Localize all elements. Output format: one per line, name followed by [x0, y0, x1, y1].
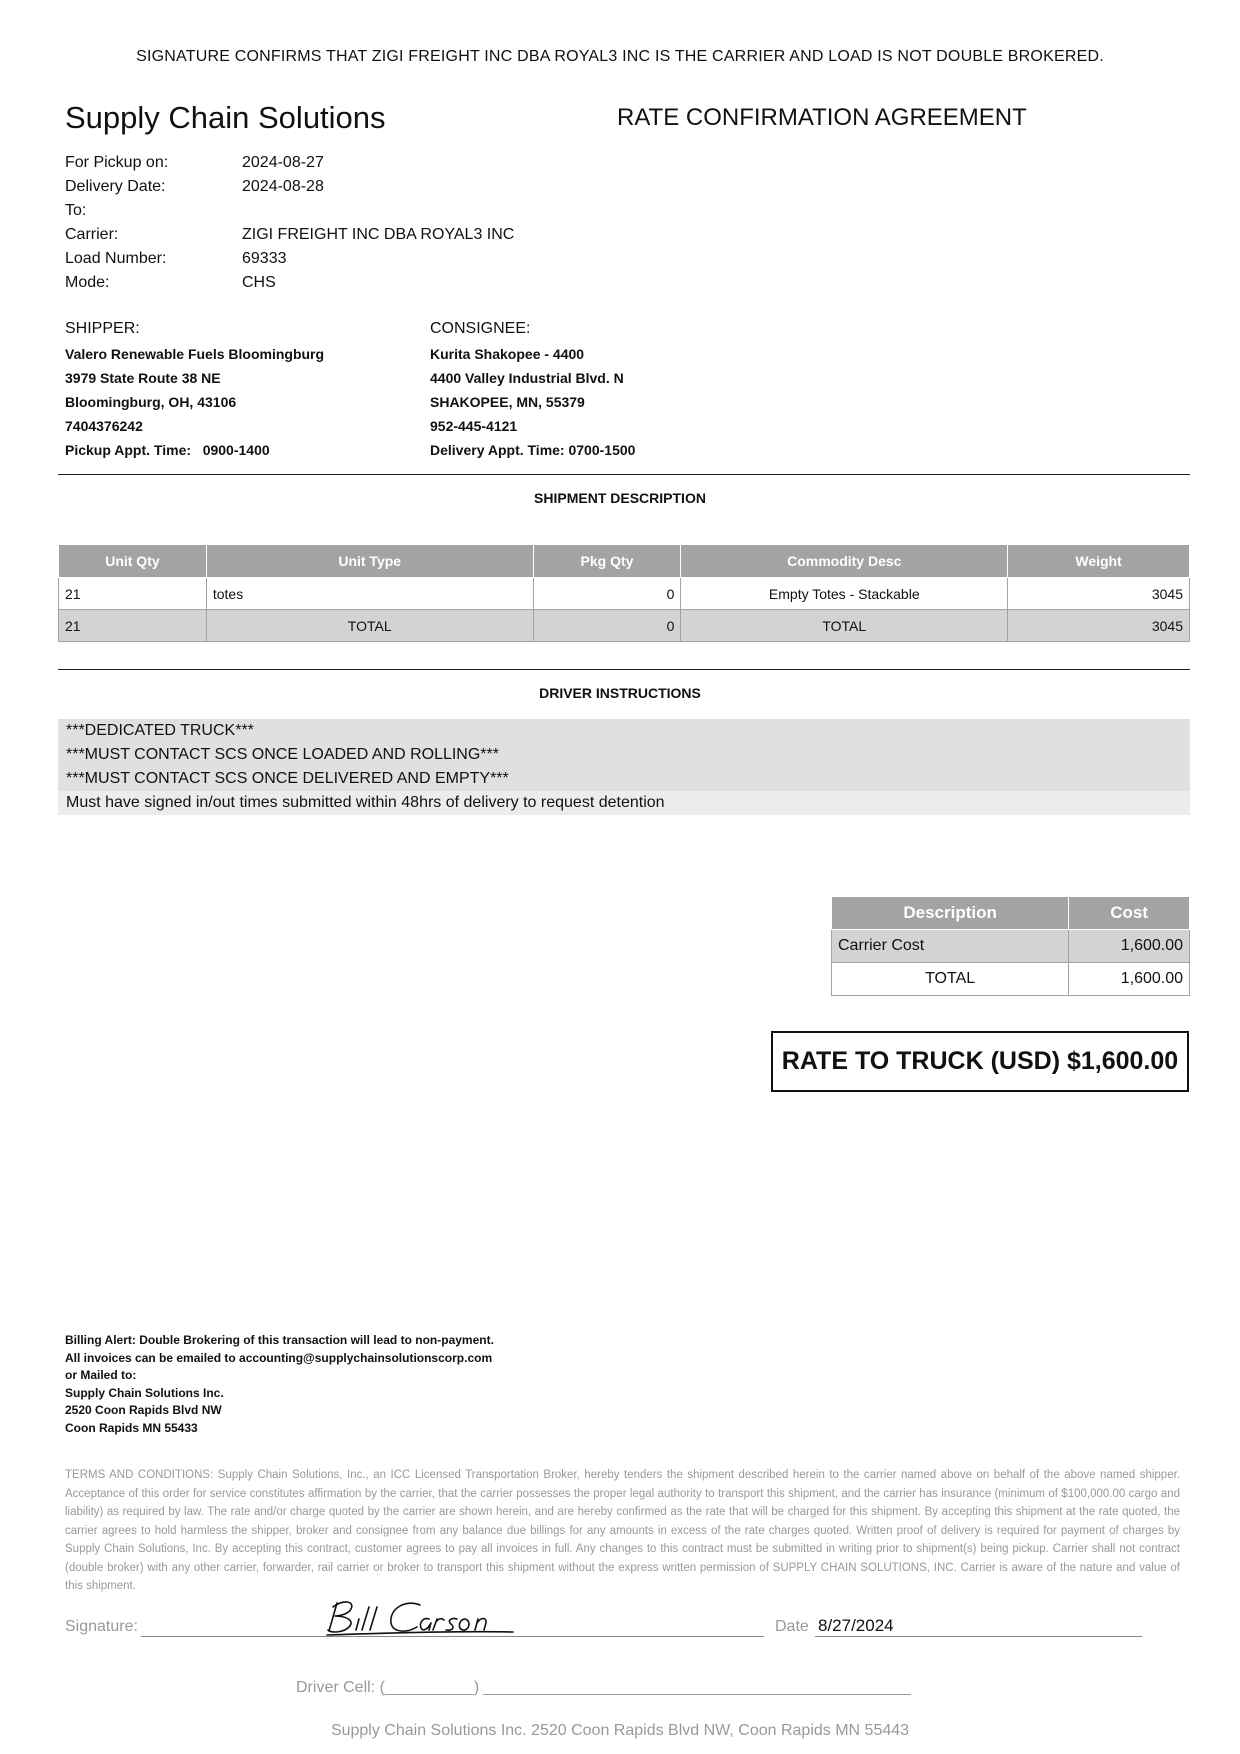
col-weight: Weight [1008, 545, 1190, 578]
pkg-qty-cell: 0 [533, 578, 681, 610]
col-unit-type: Unit Type [206, 545, 533, 578]
col-unit-qty: Unit Qty [59, 545, 207, 578]
cost-header-row [832, 897, 1190, 930]
consignee-city: SHAKOPEE, MN, 55379 [430, 394, 585, 410]
date-line [815, 1636, 1142, 1637]
load-number: 69333 [242, 250, 287, 267]
cost-table [831, 896, 1190, 996]
date-label: Date [775, 1618, 809, 1635]
col-commodity: Commodity Desc [681, 545, 1008, 578]
load-details [65, 154, 514, 298]
shipper-block [65, 320, 324, 466]
shipment-table [58, 544, 1190, 642]
meta-row-to: To: [65, 202, 87, 219]
meta-row-load: Load Number: 69333 [65, 250, 514, 274]
unit-type-cell: totes [206, 578, 533, 610]
consignee-phone: 952-445-4121 [430, 418, 518, 434]
shipper-appt: Pickup Appt. Time: 0900-1400 [65, 442, 270, 458]
mode-value: CHS [242, 274, 276, 291]
billing-line: Supply Chain Solutions Inc. [65, 1385, 224, 1400]
footer-address: Supply Chain Solutions Inc. 2520 Coon Rapids Blvd NW, Coon Rapids MN 55443 [330, 1722, 910, 1739]
header-banner: SIGNATURE CONFIRMS THAT ZIGI FREIGHT INC DBA ROYAL3 INC IS THE CARRIER AND LOAD IS NOT DOUBLE BROKERED. [136, 48, 1104, 65]
total-pkg-qty: 0 [533, 610, 681, 642]
company-name: Supply Chain Solutions [65, 100, 386, 135]
billing-line: All invoices can be emailed to accounting@supplychainsolutionscorp.com [65, 1350, 493, 1365]
consignee-block [430, 320, 635, 466]
consignee-appt: Delivery Appt. Time: 0700-1500 [430, 442, 636, 458]
unit-qty-cell: 21 [59, 578, 207, 610]
billing-line: or Mailed to: [65, 1368, 137, 1382]
shipper-address: 3979 State Route 38 NE [65, 370, 221, 386]
cost-total-label: TOTAL [832, 963, 1069, 996]
total-unit-qty: 21 [59, 610, 207, 642]
pickup-date: 2024-08-27 [242, 154, 324, 171]
instruction-line: ***DEDICATED TRUCK*** [58, 719, 1190, 743]
driver-instructions [58, 719, 1190, 815]
meta-row-carrier: Carrier: ZIGI FREIGHT INC DBA ROYAL3 INC [65, 226, 514, 250]
meta-row-pickup: For Pickup on: 2024-08-27 [65, 154, 514, 178]
date-value: 8/27/2024 [818, 1616, 894, 1635]
col-cost: Cost [1069, 897, 1190, 930]
instruction-line: ***MUST CONTACT SCS ONCE DELIVERED AND EMPTY*** [58, 767, 1190, 791]
billing-line: Coon Rapids MN 55433 [65, 1420, 198, 1435]
handwritten-signature [325, 1597, 515, 1637]
document-title: RATE CONFIRMATION AGREEMENT [617, 104, 1027, 131]
weight-cell: 3045 [1008, 578, 1190, 610]
total-row [59, 610, 1190, 642]
cost-total-amount: 1,600.00 [1069, 963, 1190, 996]
cost-row [832, 930, 1190, 963]
meta-row-delivery: Delivery Date: 2024-08-28 [65, 178, 514, 202]
col-pkg-qty: Pkg Qty [533, 545, 681, 578]
carrier-name: ZIGI FREIGHT INC DBA ROYAL3 INC [242, 226, 515, 243]
divider [58, 669, 1190, 670]
cost-amount: 1,600.00 [1069, 930, 1190, 963]
billing-line: Billing Alert: Double Brokering of this transaction will lead to non-payment. [65, 1333, 494, 1347]
cost-total-row [832, 963, 1190, 996]
delivery-date: 2024-08-28 [242, 178, 324, 195]
table-row [59, 578, 1190, 610]
shipper-phone: 7404376242 [65, 418, 143, 434]
instruction-line: ***MUST CONTACT SCS ONCE LOADED AND ROLLING*** [58, 743, 1190, 767]
signature-label: Signature: [65, 1618, 138, 1635]
rate-to-truck: RATE TO TRUCK (USD) $1,600.00 [771, 1031, 1189, 1092]
total-label: TOTAL [681, 610, 1008, 642]
col-description: Description [832, 897, 1069, 930]
shipper-header: SHIPPER: [65, 320, 140, 337]
total-weight: 3045 [1008, 610, 1190, 642]
cost-description: Carrier Cost [832, 930, 1069, 963]
shipper-name: Valero Renewable Fuels Bloomingburg [65, 346, 325, 362]
shipment-header-row [59, 545, 1190, 578]
commodity-cell: Empty Totes - Stackable [681, 578, 1008, 610]
consignee-address: 4400 Valley Industrial Blvd. N [430, 370, 624, 386]
billing-alert [65, 1332, 494, 1437]
total-label: TOTAL [206, 610, 533, 642]
meta-row-mode: Mode: CHS [65, 274, 514, 298]
terms-and-conditions: TERMS AND CONDITIONS: Supply Chain Solutions, Inc., an ICC Licensed Transportation Broker, hereby tenders the shipment described herein to the carrier named above on behalf of the above named shipper. Acceptance of this order for service constitutes affirmation by the carrier, that the carrier possesses the proper legal authority to transport this shipment, and the carrier has insurance (minimum of $100,000.00 cargo and liability) as required by law. The rate and/or charge quoted by the carrier are shown herein, and are hereby confirmed as the rate that will be charged for this shipment. By accepting this shipment at the rate quoted, the carrier agrees to hold harmless the shipper, broker and consignee from any balance due billings for any amounts in excess of the rate charges quoted. Written proof of delivery is required for payment of charges by Supply Chain Solutions, Inc. By accepting this contract, customer agrees to pay all invoices in full. Any changes to this contract must be submitted in writing prior to shipment(s) being pickup. Carrier shall not contract (double broker) with any other carrier, forwarder, rail carrier or broker to transport this shipment without the express written permission of SUPPLY CHAIN SOLUTIONS, INC. Carrier is aware of the nature and value of this shipment. [65, 1469, 1180, 1592]
shipper-city: Bloomingburg, OH, 43106 [65, 394, 237, 410]
billing-line: 2520 Coon Rapids Blvd NW [65, 1403, 222, 1417]
shipment-title: SHIPMENT DESCRIPTION [534, 490, 706, 506]
instruction-line: Must have signed in/out times submitted within 48hrs of delivery to request detention [58, 791, 1190, 815]
consignee-header: CONSIGNEE: [430, 320, 531, 337]
divider [58, 474, 1190, 475]
driver-instructions-title: DRIVER INSTRUCTIONS [539, 685, 701, 701]
consignee-name: Kurita Shakopee - 4400 [430, 346, 585, 362]
driver-cell-field: Driver Cell: (__________) ________________________________________________ [296, 1679, 911, 1696]
